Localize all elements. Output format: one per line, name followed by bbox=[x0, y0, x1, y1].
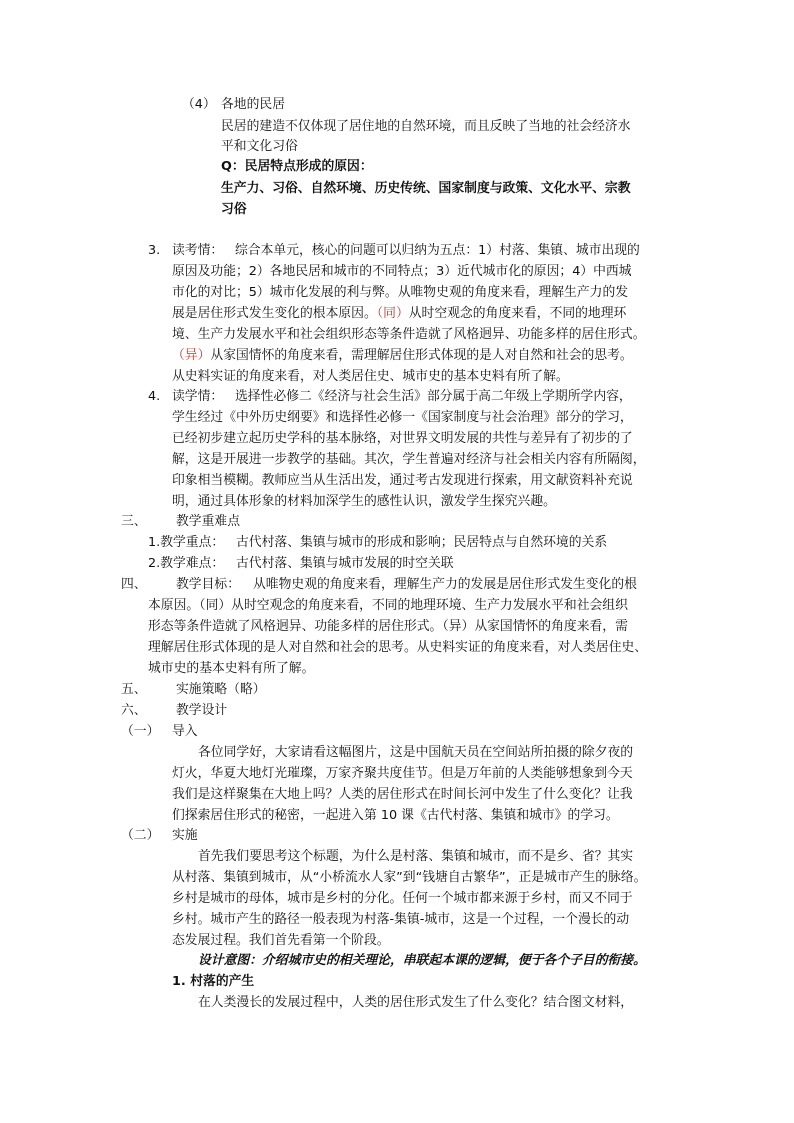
sub1-line: 我们是这样聚集在大地上吗？人类的居住形式在时间长河中发生了什么变化？让我 bbox=[172, 787, 633, 802]
item4-line: 选择性必修二《经济与社会生活》部分属于高二年级上学期所学内容， bbox=[235, 389, 632, 404]
sec3-title: 教学重难点 bbox=[176, 514, 240, 529]
sub2-line: 乡村是城市的母体，城市是乡村的分化。任何一个城市都来源于乡村，而又不同于 bbox=[172, 891, 633, 906]
item3-line: 境、生产力发展水平和社会组织形态等条件造就了风格迥异、功能多样的居住形式。 bbox=[172, 327, 646, 342]
s4-answer-line: 生产力、习俗、自然环境、历史传统、国家制度与政策、文化水平、宗教 bbox=[221, 181, 631, 196]
sec4-number: 四、 bbox=[121, 577, 147, 592]
sec4-line: 理解居住形式体现的是人对自然和社会的思考。从史料实证的角度来看，对人类居住史、 bbox=[148, 640, 648, 655]
sec3-point: 古代村落、集镇与城市发展的时空关联 bbox=[236, 556, 454, 571]
sub2-title: 实施 bbox=[172, 828, 198, 843]
item3-line: 原因及功能；2）各地民居和城市的不同特点；3）近代城市化的原因；4）中西城 bbox=[172, 264, 632, 279]
sec3-point-label: 2.教学难点： bbox=[148, 556, 225, 571]
sub2-number: （二） bbox=[121, 828, 160, 843]
sec5-title: 实施策略（略） bbox=[176, 682, 266, 697]
s4-desc-line: 平和文化习俗 bbox=[221, 139, 298, 154]
item4-line: 解，这是开展进一步教学的基础。其次，学生普遍对经济与社会相关内容有所隔阂， bbox=[172, 452, 646, 467]
sub1-number: （一） bbox=[121, 724, 160, 739]
item3-line bbox=[172, 346, 633, 366]
item4-line: 明，通过具体形象的材料加深学生的感性认识，激发学生探究兴趣。 bbox=[172, 494, 556, 509]
sub1-line: 各位同学好，大家请看这幅图片，这是中国航天员在空间站所拍摄的除夕夜的 bbox=[198, 745, 634, 760]
sub2-line: 在人类漫长的发展过程中，人类的居住形式发生了什么变化？结合图文材料， bbox=[198, 995, 634, 1010]
sec6-number: 六、 bbox=[121, 703, 147, 718]
item3-line bbox=[172, 304, 626, 324]
heading-village-origin: 1. 村落的产生 bbox=[172, 974, 255, 989]
sec3-point: 古代村落、集镇与城市的形成和影响；民居特点与自然环境的关系 bbox=[236, 535, 608, 550]
design-intent: 设计意图：介绍城市史的相关理论，串联起本课的逻辑，便于各个子目的衔接。 bbox=[198, 953, 646, 968]
item3-number: 3. bbox=[148, 243, 161, 258]
item4-line: 学生经过《中外历史纲要》和选择性必修一《国家制度与社会治理》部分的学习， bbox=[172, 410, 633, 425]
sec4-label: 教学目标： bbox=[176, 577, 240, 592]
sec5-number: 五、 bbox=[121, 682, 147, 697]
sec4-line: 城市史的基本史料有所了解。 bbox=[148, 661, 315, 676]
sec3-number: 三、 bbox=[121, 514, 147, 529]
item3-line-text: 从时空观念的角度来看，不同的地理环 bbox=[408, 306, 627, 321]
item4-label: 读学情： bbox=[172, 389, 224, 404]
same-marker: （同） bbox=[376, 306, 409, 321]
sec4-line: 本原因。（同）从时空观念的角度来看，不同的地理环境、生产力发展水平和社会组织 bbox=[148, 598, 628, 613]
diff-marker: （异） bbox=[172, 348, 211, 363]
item3-label: 读考情： bbox=[172, 243, 224, 258]
sec4-line: 从唯物史观的角度来看，理解生产力的发展是居住形式发生变化的根 bbox=[253, 577, 637, 592]
s4-question: Q：民居特点形成的原因： bbox=[221, 159, 373, 174]
s4-desc-line: 民居的建造不仅体现了居住地的自然环境，而且反映了当地的社会经济水 bbox=[221, 119, 631, 134]
item4-line: 印象相当模糊。教师应当从生活出发，通过考古发现进行探索，用文献资料补充说 bbox=[172, 473, 633, 488]
s4-title: 各地的民居 bbox=[221, 97, 285, 112]
s4-answer-line: 习俗 bbox=[221, 202, 247, 217]
sec3-point-label: 1.教学重点： bbox=[148, 535, 225, 550]
s4-marker: （4） bbox=[182, 97, 216, 112]
sub2-line: 首先我们要思考这个标题，为什么是村落、集镇和城市，而不是乡、省？其实 bbox=[198, 849, 634, 864]
item3-line-text: 展是居住形式发生变化的根本原因。 bbox=[172, 306, 377, 321]
sub2-line: 从村落、集镇到城市，从“小桥流水人家”到“钱塘自古繁华”，正是城市产生的脉络。 bbox=[172, 870, 647, 885]
sub2-line: 乡村。城市产生的路径一般表现为村落-集镇-城市，这是一个过程，一个漫长的动 bbox=[172, 912, 630, 927]
item4-number: 4. bbox=[148, 389, 161, 404]
sub1-line: 灯火，华夏大地灯光璀璨，万家齐聚共度佳节。但是万年前的人类能够想象到今天 bbox=[172, 766, 633, 781]
sec6-title: 教学设计 bbox=[176, 703, 228, 718]
item4-line: 已经初步建立起历史学科的基本脉络，对世界文明发展的共性与差异有了初步的了 bbox=[172, 431, 633, 446]
sub2-line: 态发展过程。我们首先看第一个阶段。 bbox=[172, 933, 390, 948]
item3-line-text: 从家国情怀的角度来看，需理解居住形式体现的是人对自然和社会的思考。 bbox=[210, 348, 633, 363]
sub1-line: 们探索居住形式的秘密，一起进入第 10 课《古代村落、集镇和城市》的学习。 bbox=[172, 808, 619, 823]
item3-line: 综合本单元，核心的问题可以归纳为五点：1）村落、集镇、城市出现的 bbox=[235, 243, 640, 258]
sub1-title: 导入 bbox=[172, 724, 198, 739]
item3-line: 市化的对比；5）城市化发展的利与弊。从唯物史观的角度来看，理解生产力的发 bbox=[172, 285, 629, 300]
sec4-line: 形态等条件造就了风格迥异、功能多样的居住形式。（异）从家国情怀的角度来看，需 bbox=[148, 619, 628, 634]
item3-line: 从史料实证的角度来看，对人类居住史、城市史的基本史料有所了解。 bbox=[172, 369, 569, 384]
